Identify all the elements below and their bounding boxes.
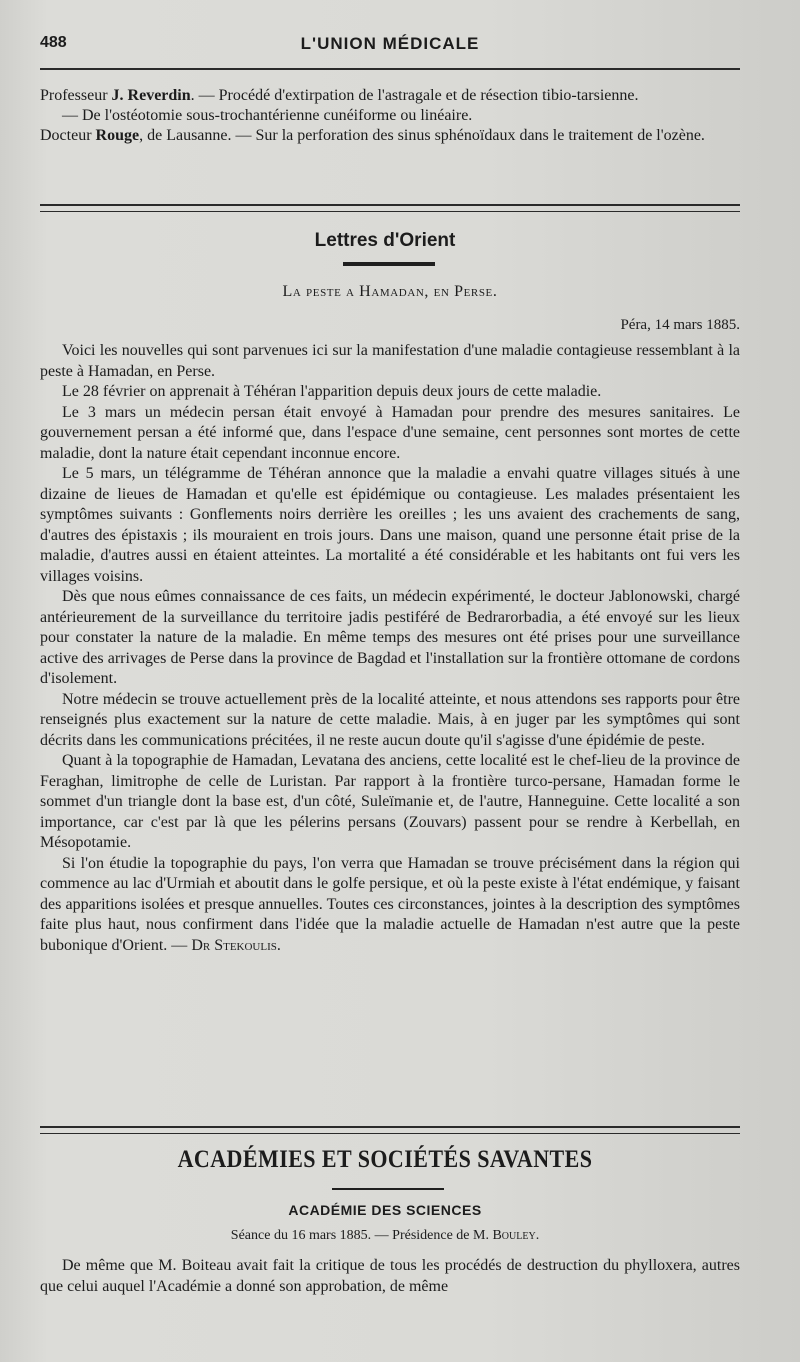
- previous-item-3: Docteur Rouge, de Lausanne. — Sur la perforation des sinus sphénoïdaux dans le traitement de l'ozène.: [40, 127, 705, 144]
- article-separator-rule: [40, 204, 740, 212]
- article-paragraph: Notre médecin se trouve actuellement près de la localité atteinte, et nous attendons ses rapports pour être renseignés plus exactement sur la nature de cette maladie. Mais, à en juger par les symptômes qui sont décrits dans les communications précitées, il ne reste aucun doute qu'il s'agisse d'une épidémie de peste.: [40, 690, 740, 749]
- article-paragraph: Quant à la topographie de Hamadan, Levatana des anciens, cette localité est le chef-lieu de la province de Feraghan, limitrophe de celle de Luristan. Par rapport à la frontière turco-persane, Hamadan forme le sommet d'un triangle dont la base est, d'un côté, Suleïmanie et, de l'autre, Hanneguine. Cette localité a son importance, car c'est par là que les pélerins persans (Zouvars) passent pour se rendre à Kerbellah, en Mésopotamie.: [40, 752, 740, 851]
- signature: Dr Stekoulis.: [191, 936, 281, 954]
- article-paragraph: Le 28 février on apprenait à Téhéran l'apparition depuis deux jours de cette maladie.: [62, 383, 602, 400]
- article-paragraph: Dès que nous eûmes connaissance de ces faits, un médecin expérimenté, le docteur Jablonowski, chargé antérieurement de la surveillance du territoire jadis pestiféré de Bedrarorbadia, a été envoyé sur les lieux pour constater la nature de la maladie. En même temps des mesures ont été prises pour une surveillance active des arrivages de Perse dans la province de Bagdad et l'installation sur la frontière ottomane de cordons d'isolement.: [40, 588, 740, 687]
- article-body: [40, 341, 740, 956]
- dateline: Péra, 14 mars 1885.: [620, 317, 740, 333]
- article-paragraph-last: Si l'on étudie la topographie du pays, l'on verra que Hamadan se trouve précisément dans la région qui commence au lac d'Urmiah et aboutit dans le golfe persique, et où la peste existe à l'état endémique, y faisant des apparitions isolées et presque annuelles. Toutes ces circonstances, jointes à la description des symptômes faite plus haut, nous confirment dans l'idée que la maladie actuelle de Hamadan n'est autre que la peste bubonique d'Orient. — Dr Stekoulis.: [40, 854, 740, 954]
- article-subtitle: La peste a Hamadan, en Perse.: [282, 283, 498, 300]
- previous-item-2: — De l'ostéotomie sous-trochantérienne cunéiforme ou linéaire.: [62, 107, 473, 124]
- title-rule: [343, 262, 435, 266]
- section-title-rule: [332, 1188, 444, 1190]
- section-body: [40, 1256, 740, 1297]
- page-number: 488: [40, 34, 67, 51]
- article-paragraph: Le 5 mars, un télégramme de Téhéran annonce que la maladie a envahi quatre villages situés à une dizaine de lieues de Hamadan et qu'elle est épidémique ou contagieuse. Les malades présentaient les symptômes suivants : Gonflements noirs derrière les oreilles ; les uns avaient des crachements de sang, d'autres des épistaxis ; ils mouraient en trois jours. Dans une maison, quand une personne était prise de la maladie, d'autres aussi en étaient atteintes. La mortalité a été considérable et les habitants ont fui vers les villages voisins.: [40, 465, 740, 585]
- section-paragraph: De même que M. Boiteau avait fait la critique de tous les procédés de destruction du phylloxera, autres que celui auquel l'Académie a donné son approbation, de même: [40, 1257, 740, 1295]
- running-head: [40, 34, 740, 58]
- header-rule: [40, 68, 740, 70]
- journal-title: L'UNION MÉDICALE: [300, 34, 480, 53]
- article-title: Lettres d'Orient: [314, 230, 456, 251]
- section-title: ACADÉMIES ET SOCIÉTÉS SAVANTES: [177, 1146, 593, 1173]
- article-paragraph: Voici les nouvelles qui sont parvenues ici sur la manifestation d'une maladie contagieuse ressemblant à la peste à Hamadan, en Perse.: [40, 342, 740, 380]
- subsection-title: ACADÉMIE DES SCIENCES: [288, 1202, 482, 1218]
- previous-items: [40, 86, 740, 146]
- article-paragraph: Le 3 mars un médecin persan était envoyé à Hamadan pour prendre des mesures sanitaires. Le gouvernement persan a été informé que, dans l'espace d'une semaine, cent personnes sont mortes de cette maladie, dont la nature était cependant inconnue encore.: [40, 403, 740, 462]
- previous-item-1: Professeur J. Reverdin. — Procédé d'extirpation de l'astragale et de résection tibio-tarsienne.: [40, 87, 639, 104]
- section-separator-rule: [40, 1126, 740, 1134]
- session-line: Séance du 16 mars 1885. — Présidence de M. Bouley.: [230, 1228, 540, 1243]
